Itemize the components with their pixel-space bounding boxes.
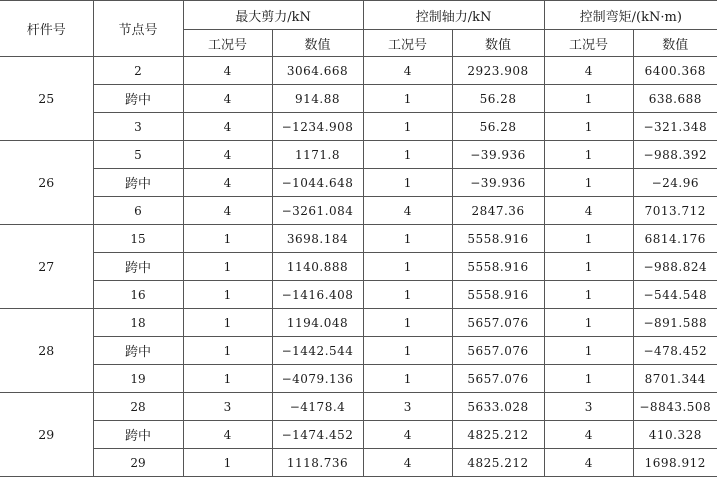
- table-row: [0, 337, 717, 365]
- table-row: [0, 449, 717, 477]
- axial-value-cell: 5657.076: [452, 365, 544, 393]
- node-number-cell: 跨中: [93, 253, 183, 281]
- table-row: [0, 85, 717, 113]
- moment-value-cell: −891.588: [633, 309, 717, 337]
- bar-number-cell: 27: [0, 225, 93, 309]
- header-bar-no: 杆件号: [0, 1, 93, 57]
- axial-value-cell: 5633.028: [452, 393, 544, 421]
- moment-case-cell: 1: [544, 365, 633, 393]
- moment-value-cell: −544.548: [633, 281, 717, 309]
- moment-value-cell: −988.392: [633, 141, 717, 169]
- header-moment-value: 数值: [633, 30, 717, 57]
- node-number-cell: 跨中: [93, 421, 183, 449]
- axial-case-cell: 1: [363, 141, 452, 169]
- moment-value-cell: −988.824: [633, 253, 717, 281]
- moment-case-cell: 1: [544, 169, 633, 197]
- shear-value-cell: −1234.908: [272, 113, 363, 141]
- axial-value-cell: 5558.916: [452, 225, 544, 253]
- axial-value-cell: 56.28: [452, 85, 544, 113]
- shear-value-cell: 1140.888: [272, 253, 363, 281]
- axial-value-cell: 5558.916: [452, 281, 544, 309]
- axial-case-cell: 1: [363, 281, 452, 309]
- node-number-cell: 29: [93, 449, 183, 477]
- header-max-shear: 最大剪力/kN: [183, 1, 363, 30]
- table-row: [0, 421, 717, 449]
- moment-case-cell: 1: [544, 113, 633, 141]
- table-header: [0, 1, 717, 57]
- axial-value-cell: 4825.212: [452, 421, 544, 449]
- shear-value-cell: −1442.544: [272, 337, 363, 365]
- table-row: [0, 309, 717, 337]
- axial-value-cell: 56.28: [452, 113, 544, 141]
- axial-case-cell: 1: [363, 253, 452, 281]
- shear-case-cell: 1: [183, 337, 272, 365]
- shear-value-cell: −1044.648: [272, 169, 363, 197]
- table-row: [0, 253, 717, 281]
- table-row: [0, 141, 717, 169]
- header-row-1: [0, 1, 717, 30]
- node-number-cell: 18: [93, 309, 183, 337]
- moment-case-cell: 4: [544, 421, 633, 449]
- shear-value-cell: −4178.4: [272, 393, 363, 421]
- moment-case-cell: 4: [544, 449, 633, 477]
- moment-case-cell: 1: [544, 253, 633, 281]
- axial-case-cell: 4: [363, 421, 452, 449]
- node-number-cell: 16: [93, 281, 183, 309]
- node-number-cell: 28: [93, 393, 183, 421]
- header-axial-value: 数值: [452, 30, 544, 57]
- moment-value-cell: 410.328: [633, 421, 717, 449]
- shear-case-cell: 4: [183, 197, 272, 225]
- shear-value-cell: 914.88: [272, 85, 363, 113]
- moment-value-cell: 6400.368: [633, 57, 717, 85]
- axial-value-cell: 2923.908: [452, 57, 544, 85]
- node-number-cell: 跨中: [93, 85, 183, 113]
- axial-case-cell: 1: [363, 309, 452, 337]
- node-number-cell: 5: [93, 141, 183, 169]
- shear-value-cell: 1118.736: [272, 449, 363, 477]
- shear-case-cell: 1: [183, 225, 272, 253]
- node-number-cell: 跨中: [93, 169, 183, 197]
- header-axial-case: 工况号: [363, 30, 452, 57]
- shear-case-cell: 1: [183, 449, 272, 477]
- moment-case-cell: 1: [544, 281, 633, 309]
- table-row: [0, 169, 717, 197]
- axial-value-cell: 5657.076: [452, 337, 544, 365]
- moment-case-cell: 3: [544, 393, 633, 421]
- shear-case-cell: 4: [183, 85, 272, 113]
- shear-value-cell: 1171.8: [272, 141, 363, 169]
- bar-number-cell: 28: [0, 309, 93, 393]
- bar-number-cell: 26: [0, 141, 93, 225]
- axial-value-cell: 5558.916: [452, 253, 544, 281]
- shear-case-cell: 1: [183, 281, 272, 309]
- axial-value-cell: −39.936: [452, 141, 544, 169]
- header-control-axial: 控制轴力/kN: [363, 1, 544, 30]
- moment-case-cell: 1: [544, 225, 633, 253]
- header-node-no: 节点号: [93, 1, 183, 57]
- axial-case-cell: 1: [363, 225, 452, 253]
- node-number-cell: 3: [93, 113, 183, 141]
- shear-case-cell: 3: [183, 393, 272, 421]
- shear-value-cell: 3064.668: [272, 57, 363, 85]
- shear-case-cell: 4: [183, 113, 272, 141]
- axial-case-cell: 1: [363, 85, 452, 113]
- node-number-cell: 6: [93, 197, 183, 225]
- moment-case-cell: 1: [544, 85, 633, 113]
- shear-value-cell: −4079.136: [272, 365, 363, 393]
- axial-value-cell: 5657.076: [452, 309, 544, 337]
- table-row: [0, 281, 717, 309]
- moment-value-cell: −321.348: [633, 113, 717, 141]
- table-row: [0, 365, 717, 393]
- axial-case-cell: 4: [363, 197, 452, 225]
- node-number-cell: 15: [93, 225, 183, 253]
- moment-value-cell: 1698.912: [633, 449, 717, 477]
- table-row: [0, 57, 717, 85]
- moment-value-cell: 6814.176: [633, 225, 717, 253]
- table-row: [0, 393, 717, 421]
- moment-case-cell: 1: [544, 309, 633, 337]
- shear-value-cell: −1474.452: [272, 421, 363, 449]
- shear-case-cell: 4: [183, 169, 272, 197]
- table-row: [0, 113, 717, 141]
- shear-case-cell: 1: [183, 309, 272, 337]
- axial-case-cell: 1: [363, 169, 452, 197]
- shear-case-cell: 1: [183, 253, 272, 281]
- axial-case-cell: 1: [363, 365, 452, 393]
- axial-value-cell: 4825.212: [452, 449, 544, 477]
- shear-case-cell: 1: [183, 365, 272, 393]
- axial-case-cell: 1: [363, 113, 452, 141]
- table-row: [0, 225, 717, 253]
- axial-value-cell: 2847.36: [452, 197, 544, 225]
- shear-value-cell: 1194.048: [272, 309, 363, 337]
- moment-value-cell: −24.96: [633, 169, 717, 197]
- table-body: [0, 57, 717, 477]
- moment-value-cell: 8701.344: [633, 365, 717, 393]
- node-number-cell: 跨中: [93, 337, 183, 365]
- moment-value-cell: −8843.508: [633, 393, 717, 421]
- moment-case-cell: 1: [544, 337, 633, 365]
- moment-case-cell: 1: [544, 141, 633, 169]
- shear-value-cell: 3698.184: [272, 225, 363, 253]
- axial-case-cell: 3: [363, 393, 452, 421]
- moment-case-cell: 4: [544, 57, 633, 85]
- shear-case-cell: 4: [183, 57, 272, 85]
- moment-value-cell: 638.688: [633, 85, 717, 113]
- moment-value-cell: 7013.712: [633, 197, 717, 225]
- axial-case-cell: 4: [363, 57, 452, 85]
- header-shear-value: 数值: [272, 30, 363, 57]
- bar-number-cell: 29: [0, 393, 93, 477]
- node-number-cell: 2: [93, 57, 183, 85]
- shear-case-cell: 4: [183, 421, 272, 449]
- node-number-cell: 19: [93, 365, 183, 393]
- moment-case-cell: 4: [544, 197, 633, 225]
- bar-number-cell: 25: [0, 57, 93, 141]
- table-row: [0, 197, 717, 225]
- axial-case-cell: 4: [363, 449, 452, 477]
- header-moment-case: 工况号: [544, 30, 633, 57]
- shear-case-cell: 4: [183, 141, 272, 169]
- shear-value-cell: −3261.084: [272, 197, 363, 225]
- moment-value-cell: −478.452: [633, 337, 717, 365]
- shear-value-cell: −1416.408: [272, 281, 363, 309]
- header-control-moment: 控制弯矩/(kN·m): [544, 1, 717, 30]
- axial-value-cell: −39.936: [452, 169, 544, 197]
- header-shear-case: 工况号: [183, 30, 272, 57]
- axial-case-cell: 1: [363, 337, 452, 365]
